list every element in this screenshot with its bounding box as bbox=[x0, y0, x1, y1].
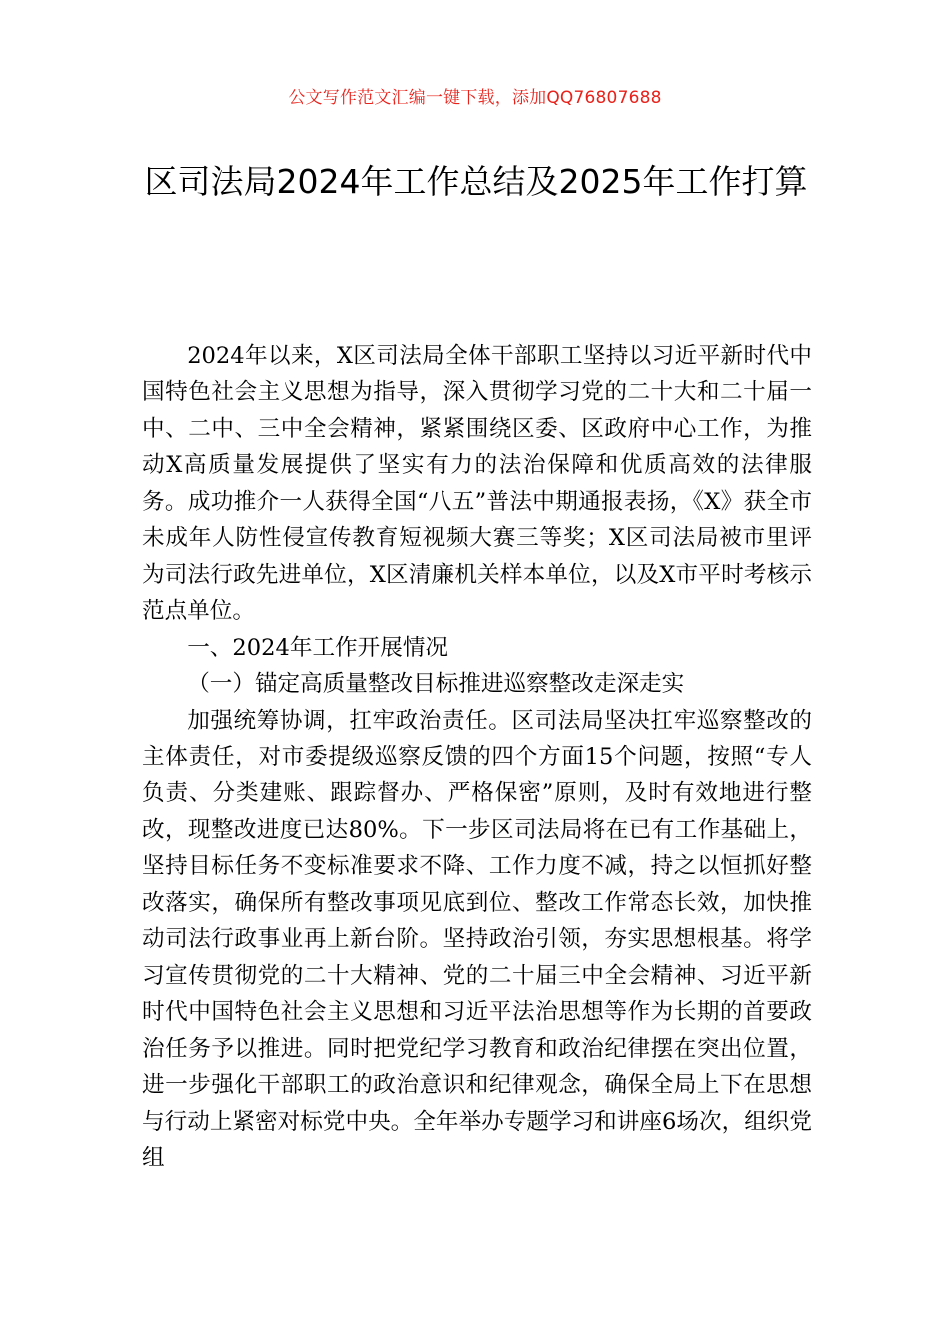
section-heading: 一、2024年工作开展情况 bbox=[187, 634, 449, 661]
subsection-heading: （一）锚定高质量整改目标推进巡察整改走深走实 bbox=[187, 671, 685, 698]
download-notice: 公文写作范文汇编一键下载，添加QQ76807688 bbox=[288, 88, 662, 108]
document-body bbox=[142, 338, 812, 1176]
intro-paragraph: 2024年以来，X区司法局全体干部职工坚持以习近平新时代中国特色社会主义思想为指导，深入贯彻学习党的二十大和二十届一中、二中、三中全会精神，紧紧围绕区委、区政府中心工作，为推动X高质量发展提供了坚实有力的法治保障和优质高效的法律服务。成功推介一人获得全国“八五”普法中期通报表扬，《X》获全市未成年人防性侵宣传教育短视频大赛三等奖；X区司法局被市里评为司法行政先进单位，X区清廉机关样本单位，以及X市平时考核示范点单位。 bbox=[142, 343, 812, 625]
body-paragraph: 加强统筹协调，扛牢政治责任。区司法局坚决扛牢巡察整改的主体责任，对市委提级巡察反馈的四个方面15个问题，按照“专人负责、分类建账、跟踪督办、严格保密”原则，及时有效地进行整改，现整改进度已达80%。下一步区司法局将在已有工作基础上，坚持目标任务不变标准要求不降、工作力度不减，持之以恒抓好整改落实，确保所有整改事项见底到位、整改工作常态长效，加快推动司法行政事业再上新台阶。坚持政治引领，夯实思想根基。将学习宣传贯彻党的二十大精神、党的二十届三中全会精神、习近平新时代中国特色社会主义思想和习近平法治思想等作为长期的首要政治任务予以推进。同时把党纪学习教育和政治纪律摆在突出位置，进一步强化干部职工的政治意识和纪律观念，确保全局上下在思想与行动上紧密对标党中央。全年举办专题学习和讲座6场次，组织党组 bbox=[142, 707, 812, 1171]
document-title: 区司法局2024年工作总结及2025年工作打算 bbox=[144, 162, 808, 201]
